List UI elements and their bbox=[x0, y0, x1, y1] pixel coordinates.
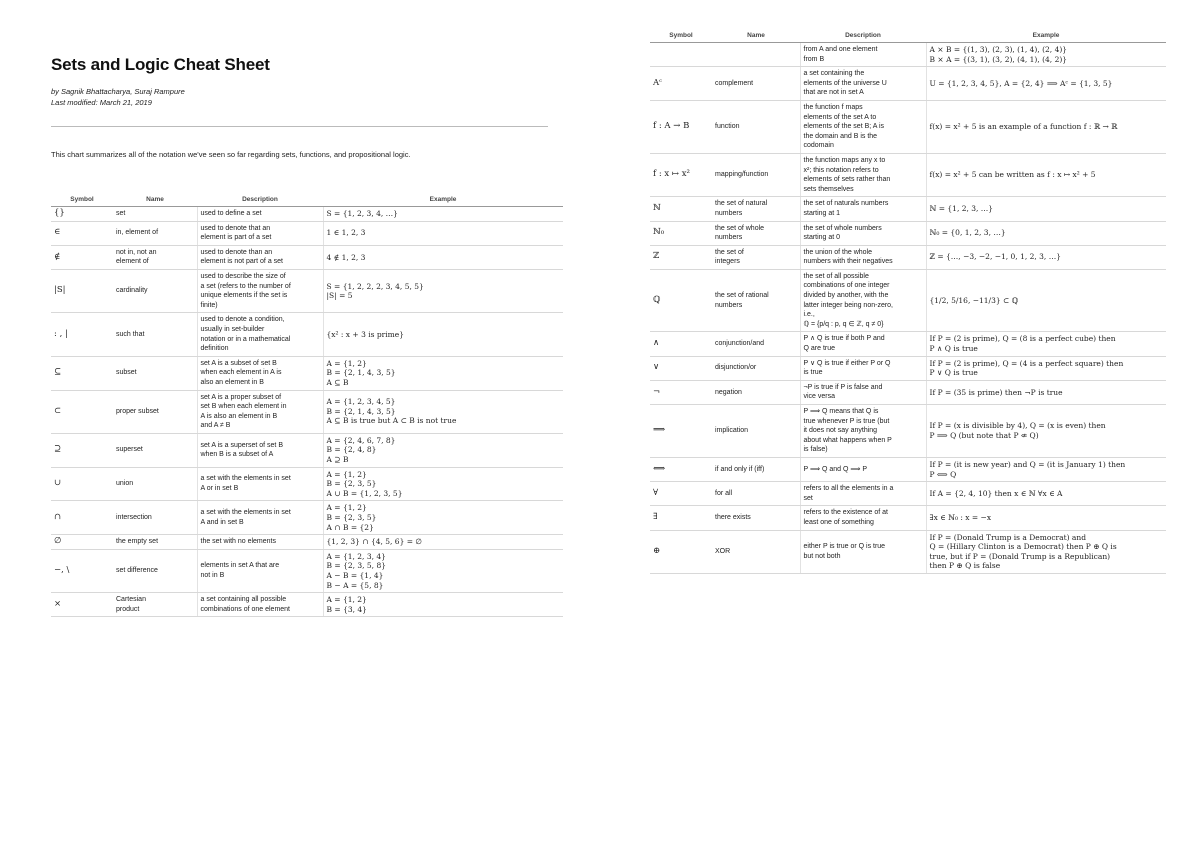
example-cell: ℤ = {…, −3, −2, −1, 0, 1, 2, 3, …} bbox=[926, 245, 1166, 269]
description-cell: the set with no elements bbox=[197, 535, 323, 550]
example-cell: S = {1, 2, 2, 2, 3, 4, 5, 5} |S| = 5 bbox=[323, 269, 563, 312]
name-cell: proper subset bbox=[113, 390, 197, 433]
symbol-cell: ∃ bbox=[650, 506, 712, 530]
example-cell: If P = (x is divisible by 4), Q = (x is even) then P ⟹ Q (but note that P ⇍ Q) bbox=[926, 405, 1166, 458]
example-cell: If A = {2, 4, 10} then x ∈ ℕ ∀x ∈ A bbox=[926, 482, 1166, 506]
table-row bbox=[51, 535, 563, 550]
symbol-cell: f : A → B bbox=[650, 100, 712, 153]
symbol-cell: ∨ bbox=[650, 356, 712, 380]
symbol-cell: ∪ bbox=[51, 467, 113, 501]
description-cell: the function f maps elements of the set A to elements of the set B; A is the domain and B is the codomain bbox=[800, 100, 926, 153]
table-row bbox=[51, 433, 563, 467]
symbol-cell: ∅ bbox=[51, 535, 113, 550]
description-cell: a set containing all possible combinations of one element bbox=[197, 593, 323, 617]
table-row bbox=[650, 100, 1166, 153]
description-cell: P ∧ Q is true if both P and Q are true bbox=[800, 332, 926, 356]
description-cell: P ⟹ Q means that Q is true whenever P is true (but it does not say anything about what happens when P is false) bbox=[800, 405, 926, 458]
symbol-cell: ¬ bbox=[650, 380, 712, 404]
name-cell: if and only if (iff) bbox=[712, 457, 800, 481]
symbol-cell: f : x ↦ x² bbox=[650, 153, 712, 196]
last-modified: Last modified: March 21, 2019 bbox=[51, 98, 152, 107]
example-cell: A = {2, 4, 6, 7, 8} B = {2, 4, 8} A ⊇ B bbox=[323, 433, 563, 467]
description-cell: refers to the existence of at least one of something bbox=[800, 506, 926, 530]
description-cell: P ∨ Q is true if either P or Q is true bbox=[800, 356, 926, 380]
description-cell: from A and one element from B bbox=[800, 43, 926, 67]
name-cell: intersection bbox=[113, 501, 197, 535]
table-header-row bbox=[51, 192, 563, 207]
symbol-cell: × bbox=[51, 593, 113, 617]
symbol-cell: ∀ bbox=[650, 482, 712, 506]
name-cell: there exists bbox=[712, 506, 800, 530]
example-cell: If P = (it is new year) and Q = (it is January 1) then P ⟺ Q bbox=[926, 457, 1166, 481]
table-row bbox=[650, 457, 1166, 481]
name-cell: superset bbox=[113, 433, 197, 467]
author-block bbox=[51, 86, 185, 108]
header-description: Description bbox=[197, 192, 323, 207]
example-cell: A = {1, 2, 3, 4} B = {2, 3, 5, 8} A − B = {1, 4} B − A = {5, 8} bbox=[323, 549, 563, 592]
description-cell: set A is a proper subset of set B when each element in A is also an element in B and A ≠ B bbox=[197, 390, 323, 433]
table-header-row bbox=[650, 28, 1166, 43]
symbol-cell: ⊆ bbox=[51, 356, 113, 390]
name-cell: such that bbox=[113, 313, 197, 356]
name-cell: the set of integers bbox=[712, 245, 800, 269]
symbol-cell: ⟹ bbox=[650, 405, 712, 458]
description-cell: a set containing the elements of the universe U that are not in set A bbox=[800, 67, 926, 101]
name-cell: XOR bbox=[712, 530, 800, 573]
name-cell: union bbox=[113, 467, 197, 501]
symbol-cell: Aᶜ bbox=[650, 67, 712, 101]
symbol-cell: ∧ bbox=[650, 332, 712, 356]
table-row bbox=[51, 221, 563, 245]
intro-text: This chart summarizes all of the notation we've seen so far regarding sets, functions, and propositional logic. bbox=[51, 150, 411, 159]
symbol-cell: ⊇ bbox=[51, 433, 113, 467]
example-cell: 1 ∈ 1, 2, 3 bbox=[323, 221, 563, 245]
table-row bbox=[650, 153, 1166, 196]
name-cell: conjunction/and bbox=[712, 332, 800, 356]
name-cell: implication bbox=[712, 405, 800, 458]
header-description: Description bbox=[800, 28, 926, 43]
description-cell: used to describe the size of a set (refers to the number of unique elements if the set is finite) bbox=[197, 269, 323, 312]
name-cell: Cartesian product bbox=[113, 593, 197, 617]
symbol-cell: ∩ bbox=[51, 501, 113, 535]
name-cell bbox=[712, 43, 800, 67]
table-row bbox=[650, 43, 1166, 67]
symbol-cell: : , | bbox=[51, 313, 113, 356]
divider bbox=[51, 126, 548, 127]
example-cell: If P = (2 is prime), Q = (8 is a perfect cube) then P ∧ Q is true bbox=[926, 332, 1166, 356]
table-row bbox=[51, 207, 563, 222]
name-cell: in, element of bbox=[113, 221, 197, 245]
name-cell: cardinality bbox=[113, 269, 197, 312]
table-row bbox=[51, 467, 563, 501]
header-name: Name bbox=[113, 192, 197, 207]
example-cell: {x² : x + 3 is prime} bbox=[323, 313, 563, 356]
name-cell: not in, not an element of bbox=[113, 245, 197, 269]
name-cell: set difference bbox=[113, 549, 197, 592]
table-row bbox=[51, 245, 563, 269]
symbol-cell: −, \ bbox=[51, 549, 113, 592]
name-cell: negation bbox=[712, 380, 800, 404]
example-cell: f(x) = x² + 5 is an example of a function f : ℝ → ℝ bbox=[926, 100, 1166, 153]
example-cell: A = {1, 2} B = {2, 3, 5} A ∩ B = {2} bbox=[323, 501, 563, 535]
example-cell: S = {1, 2, 3, 4, …} bbox=[323, 207, 563, 222]
table-row bbox=[650, 482, 1166, 506]
example-cell: ℕ = {1, 2, 3, …} bbox=[926, 197, 1166, 221]
description-cell: set A is a superset of set B when B is a subset of A bbox=[197, 433, 323, 467]
description-cell: the function maps any x to x²; this notation refers to elements of sets rather than sets themselves bbox=[800, 153, 926, 196]
header-example: Example bbox=[926, 28, 1166, 43]
description-cell: the set of naturals numbers starting at 1 bbox=[800, 197, 926, 221]
example-cell: If P = (2 is prime), Q = (4 is a perfect square) then P ∨ Q is true bbox=[926, 356, 1166, 380]
example-cell: A = {1, 2} B = {2, 3, 5} A ∪ B = {1, 2, 3, 5} bbox=[323, 467, 563, 501]
symbol-cell: ℕ₀ bbox=[650, 221, 712, 245]
header-example: Example bbox=[323, 192, 563, 207]
table-row bbox=[51, 390, 563, 433]
example-cell: {1/2, 5/16, −11/3} ⊂ ℚ bbox=[926, 269, 1166, 332]
description-cell: a set with the elements in set A or in set B bbox=[197, 467, 323, 501]
table-row bbox=[51, 593, 563, 617]
name-cell: the set of natural numbers bbox=[712, 197, 800, 221]
description-cell: ¬P is true if P is false and vice versa bbox=[800, 380, 926, 404]
name-cell: set bbox=[113, 207, 197, 222]
description-cell: used to define a set bbox=[197, 207, 323, 222]
example-cell: If P = (Donald Trump is a Democrat) and Q = (Hillary Clinton is a Democrat) then P ⊕ Q is true, but if P = (Donald Trump is a Republican) then P ⊕ Q is false bbox=[926, 530, 1166, 573]
table-row bbox=[650, 380, 1166, 404]
table-row bbox=[51, 356, 563, 390]
description-cell: used to denote a condition, usually in set-builder notation or in a mathematical definition bbox=[197, 313, 323, 356]
table-row bbox=[650, 269, 1166, 332]
name-cell: function bbox=[712, 100, 800, 153]
symbol-cell: {} bbox=[51, 207, 113, 222]
table-row bbox=[650, 221, 1166, 245]
name-cell: complement bbox=[712, 67, 800, 101]
example-cell: 4 ∉ 1, 2, 3 bbox=[323, 245, 563, 269]
table-row bbox=[650, 530, 1166, 573]
table-body-right bbox=[650, 43, 1166, 574]
header-symbol: Symbol bbox=[650, 28, 712, 43]
symbol-cell: ℤ bbox=[650, 245, 712, 269]
description-cell: used to denote that an element is part of a set bbox=[197, 221, 323, 245]
symbol-cell: ⊕ bbox=[650, 530, 712, 573]
name-cell: the set of rational numbers bbox=[712, 269, 800, 332]
example-cell: {1, 2, 3} ∩ {4, 5, 6} = ∅ bbox=[323, 535, 563, 550]
name-cell: subset bbox=[113, 356, 197, 390]
symbol-cell: ⊂ bbox=[51, 390, 113, 433]
description-cell: elements in set A that are not in B bbox=[197, 549, 323, 592]
example-cell: U = {1, 2, 3, 4, 5}, A = {2, 4} ⟹ Aᶜ = {1, 3, 5} bbox=[926, 67, 1166, 101]
table-row bbox=[650, 356, 1166, 380]
description-cell: the set of all possible combinations of one integer divided by another, with the latter integer being non-zero, i.e., ℚ = {p/q : p, q ∈ ℤ, q ≠ 0} bbox=[800, 269, 926, 332]
table-row bbox=[650, 332, 1166, 356]
table-row bbox=[650, 67, 1166, 101]
example-cell: A × B = {(1, 3), (2, 3), (1, 4), (2, 4)} B × A = {(3, 1), (3, 2), (4, 1), (4, 2)} bbox=[926, 43, 1166, 67]
symbol-cell bbox=[650, 43, 712, 67]
page-right bbox=[600, 0, 1200, 848]
table-row bbox=[51, 269, 563, 312]
header-name: Name bbox=[712, 28, 800, 43]
table-body-left bbox=[51, 207, 563, 617]
symbol-cell: ∈ bbox=[51, 221, 113, 245]
example-cell: A = {1, 2} B = {2, 1, 4, 3, 5} A ⊆ B bbox=[323, 356, 563, 390]
description-cell: the union of the whole numbers with their negatives bbox=[800, 245, 926, 269]
page-title: Sets and Logic Cheat Sheet bbox=[51, 55, 270, 74]
name-cell: the empty set bbox=[113, 535, 197, 550]
symbol-cell: ℕ bbox=[650, 197, 712, 221]
example-cell: ∃x ∈ ℕ₀ : x = −x bbox=[926, 506, 1166, 530]
table-row bbox=[650, 197, 1166, 221]
description-cell: P ⟹ Q and Q ⟹ P bbox=[800, 457, 926, 481]
table-row bbox=[650, 245, 1166, 269]
table-row bbox=[650, 405, 1166, 458]
description-cell: the set of whole numbers starting at 0 bbox=[800, 221, 926, 245]
table-row bbox=[51, 313, 563, 356]
name-cell: disjunction/or bbox=[712, 356, 800, 380]
name-cell: for all bbox=[712, 482, 800, 506]
description-cell: either P is true or Q is true but not both bbox=[800, 530, 926, 573]
description-cell: refers to all the elements in a set bbox=[800, 482, 926, 506]
symbol-cell: |S| bbox=[51, 269, 113, 312]
name-cell: the set of whole numbers bbox=[712, 221, 800, 245]
authors-line: by Sagnik Bhattacharya, Suraj Rampure bbox=[51, 87, 185, 96]
symbol-cell: ℚ bbox=[650, 269, 712, 332]
table-row bbox=[51, 549, 563, 592]
description-cell: a set with the elements in set A and in set B bbox=[197, 501, 323, 535]
notation-table-right bbox=[650, 28, 1166, 574]
notation-table-left bbox=[51, 192, 563, 617]
description-cell: used to denote than an element is not part of a set bbox=[197, 245, 323, 269]
name-cell: mapping/function bbox=[712, 153, 800, 196]
table-row bbox=[51, 501, 563, 535]
header-symbol: Symbol bbox=[51, 192, 113, 207]
example-cell: f(x) = x² + 5 can be written as f : x ↦ x² + 5 bbox=[926, 153, 1166, 196]
symbol-cell: ∉ bbox=[51, 245, 113, 269]
example-cell: If P = (35 is prime) then ¬P is true bbox=[926, 380, 1166, 404]
description-cell: set A is a subset of set B when each element in A is also an element in B bbox=[197, 356, 323, 390]
symbol-cell: ⟺ bbox=[650, 457, 712, 481]
example-cell: A = {1, 2} B = {3, 4} bbox=[323, 593, 563, 617]
example-cell: ℕ₀ = {0, 1, 2, 3, …} bbox=[926, 221, 1166, 245]
example-cell: A = {1, 2, 3, 4, 5} B = {2, 1, 4, 3, 5} A ⊆ B is true but A ⊂ B is not true bbox=[323, 390, 563, 433]
table-row bbox=[650, 506, 1166, 530]
